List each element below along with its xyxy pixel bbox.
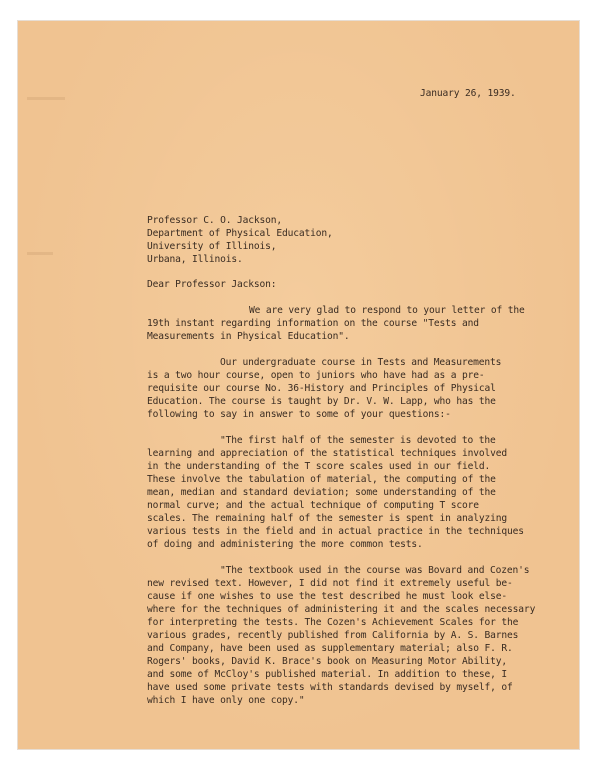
body-line: which I have only one copy."	[147, 695, 305, 706]
body-line: scales. The remaining half of the semester is spent in analyzing	[147, 513, 508, 524]
body-line: various tests in the field and in actual practice in the techniques	[147, 526, 524, 537]
body-line: for interpreting the tests. The Cozen's Achievement Scales for the	[147, 617, 519, 628]
body-line: learning and appreciation of the statistical techniques involved	[147, 448, 508, 459]
body-line: mean, median and standard deviation; some understanding of the	[147, 487, 496, 498]
body-line: These involve the tabulation of material, the computing of the	[147, 474, 496, 485]
body-line: "The textbook used in the course was Bovard and Cozen's	[220, 565, 530, 576]
body-line: where for the techniques of administering it and the scales necessary	[147, 604, 536, 615]
address-line: University of Illinois,	[147, 241, 277, 252]
body-line: 19th instant regarding information on the course "Tests and	[147, 318, 479, 329]
body-line: various grades, recently published from California by A. S. Barnes	[147, 630, 519, 641]
body-line: Measurements in Physical Education".	[147, 331, 350, 342]
body-line: Rogers' books, David K. Brace's book on Measuring Motor Ability,	[147, 656, 508, 667]
body-line: and some of McCloy's published material. In addition to these, I	[147, 669, 508, 680]
body-line: Education. The course is taught by Dr. V. W. Lapp, who has the	[147, 396, 496, 407]
body-line: We are very glad to respond to your letter of the	[249, 305, 525, 316]
body-line: Our undergraduate course in Tests and Measurements	[220, 357, 502, 368]
body-line: new revised text. However, I did not find it extremely useful be-	[147, 578, 513, 589]
address-line: Professor C. O. Jackson,	[147, 215, 283, 226]
bleed-through-mark	[27, 252, 53, 255]
body-line: requisite our course No. 36-History and Principles of Physical	[147, 383, 496, 394]
address-line: Urbana, Illinois.	[147, 254, 243, 265]
address-line: Department of Physical Education,	[147, 228, 333, 239]
body-line: is a two hour course, open to juniors who have had as a pre-	[147, 370, 485, 381]
body-line: in the understanding of the T score scales used in our field.	[147, 461, 491, 472]
letter-date: January 26, 1939.	[420, 88, 516, 99]
bleed-through-mark	[27, 97, 65, 100]
body-line: "The first half of the semester is devoted to the	[220, 435, 496, 446]
body-line: have used some private tests with standards devised by myself, of	[147, 682, 513, 693]
salutation: Dear Professor Jackson:	[147, 279, 277, 290]
body-line: and Company, have been used as supplementary material; also F. R.	[147, 643, 513, 654]
letter-sheet	[18, 21, 579, 749]
body-line: of doing and administering the more common tests.	[147, 539, 423, 550]
body-line: cause if one wishes to use the test described he must look else-	[147, 591, 508, 602]
body-line: normal curve; and the actual technique of computing T score	[147, 500, 479, 511]
body-line: following to say in answer to some of your questions:-	[147, 409, 451, 420]
